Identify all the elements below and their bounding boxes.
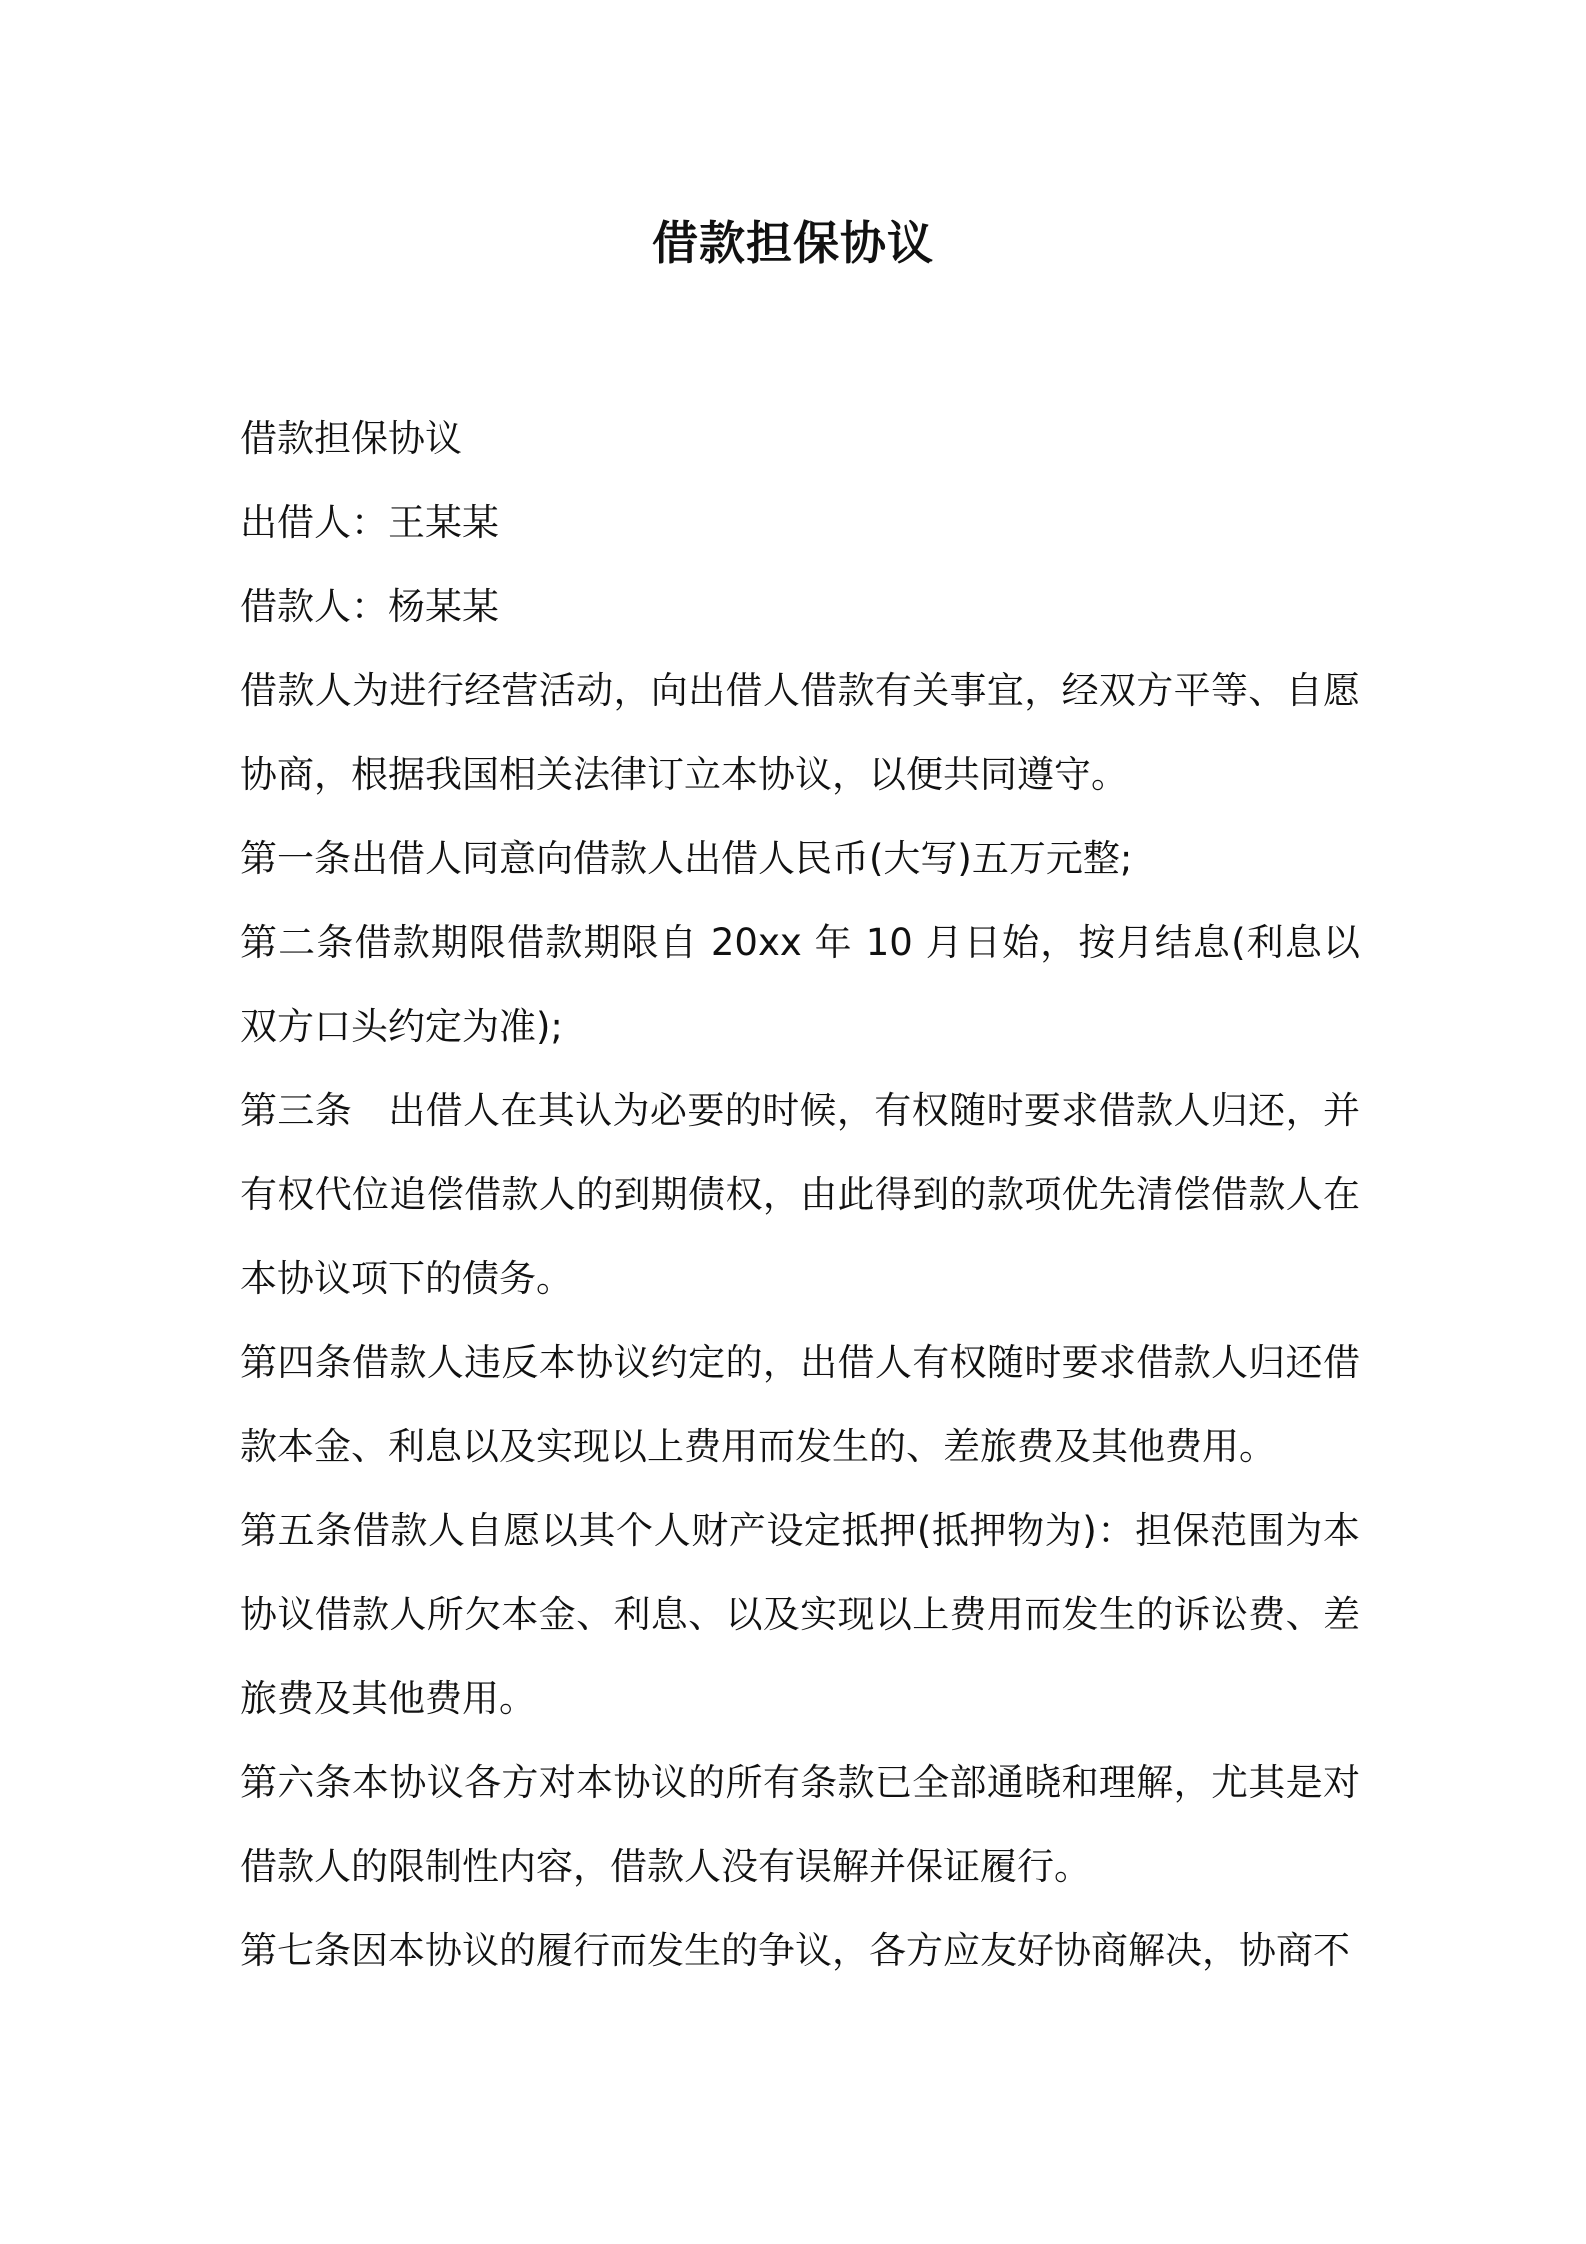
clause-4: 第四条借款人违反本协议约定的，出借人有权随时要求借款人归还借款本金、利息以及实现以上费用而发生的、差旅费及其他费用。 [240, 1341, 1360, 1468]
clause-3-heading: 第三条 [240, 1089, 353, 1132]
clause-6: 第六条本协议各方对本协议的所有条款已全部通晓和理解，尤其是对借款人的限制性内容，借款人没有误解并保证履行。 [240, 1761, 1360, 1888]
clause-2: 第二条借款期限借款期限自 20xx 年 10 月日始，按月结息(利息以双方口头约定为准); [240, 921, 1360, 1048]
preamble-paragraph: 借款人为进行经营活动，向出借人借款有关事宜，经双方平等、自愿协商，根据我国相关法律订立本协议，以便共同遵守。 [240, 669, 1360, 796]
borrower-line: 借款人：杨某某 [240, 585, 499, 628]
clause-1: 第一条出借人同意向借款人出借人民币(大写)五万元整; [240, 837, 1133, 880]
clause-7: 第七条因本协议的履行而发生的争议，各方应友好协商解决，协商不 [240, 1929, 1350, 1972]
clause-3-text: 出借人在其认为必要的时候，有权随时要求借款人归还，并有权代位追偿借款人的到期债权，由此得到的款项优先清偿借款人在本协议项下的债务。 [240, 1089, 1361, 1300]
clause-5: 第五条借款人自愿以其个人财产设定抵押(抵押物为)：担保范围为本协议借款人所欠本金、利息、以及实现以上费用而发生的诉讼费、差旅费及其他费用。 [240, 1509, 1360, 1720]
document-title: 借款担保协议 [652, 216, 934, 270]
lender-line: 出借人：王某某 [240, 501, 499, 544]
clause-3 [240, 1069, 1360, 1321]
document-body [240, 397, 1360, 1993]
document-subtitle: 借款担保协议 [240, 417, 462, 460]
